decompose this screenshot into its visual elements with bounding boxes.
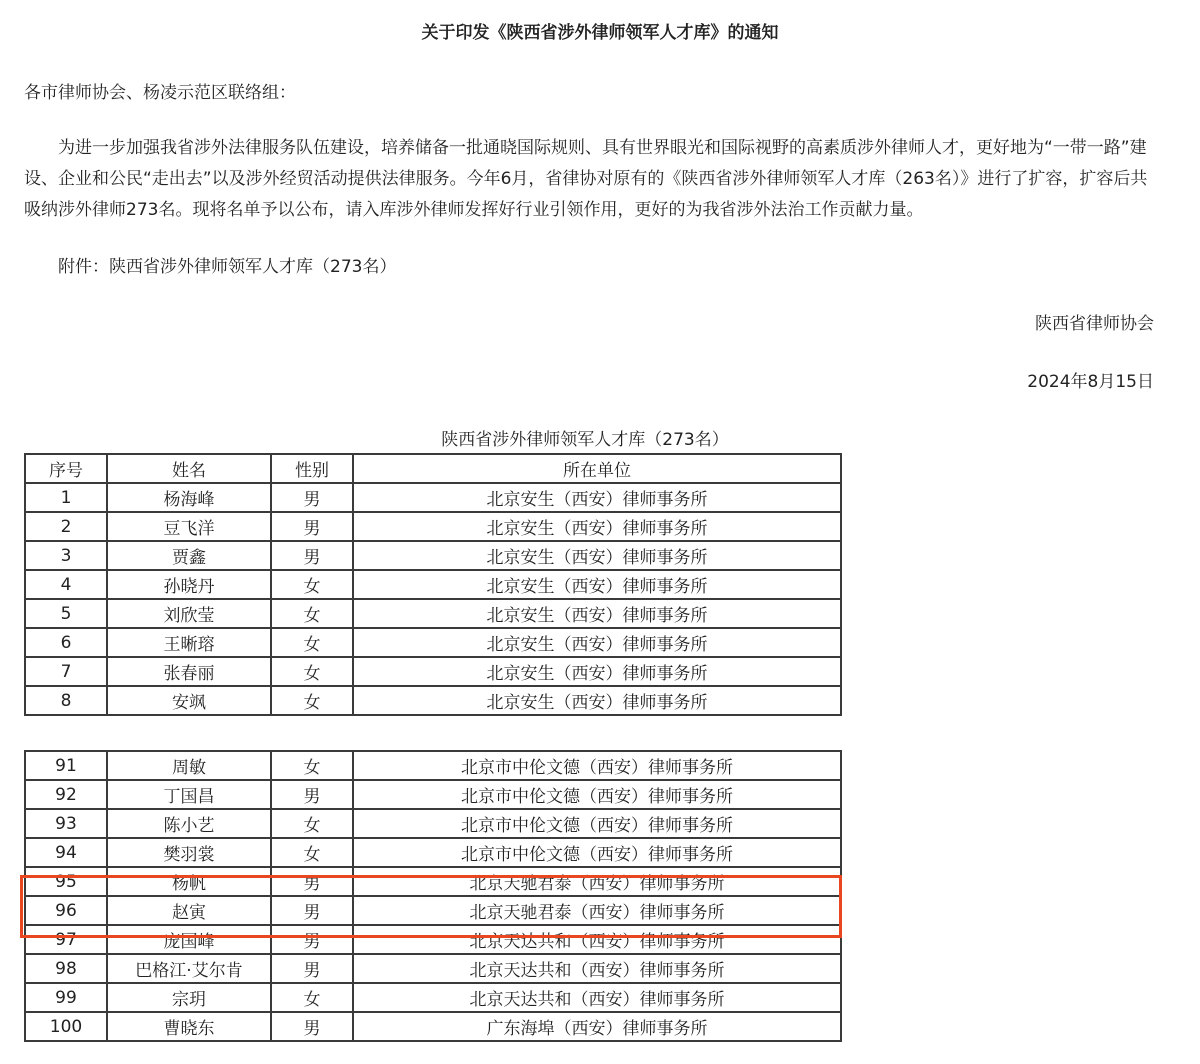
cell-firm: 北京安生（西安）律师事务所 bbox=[353, 686, 841, 715]
body-paragraph: 为进一步加强我省涉外法律服务队伍建设，培养储备一批通晓国际规则、具有世界眼光和国际视野的高素质涉外律师人才，更好地为“一带一路”建设、企业和公民“走出去”以及涉外经贸活动提供法律服务。今年6月，省律协对原有的《陕西省涉外律师领军人才库（263名）》进行了扩容，扩容后共吸纳涉外律师273名。现将名单予以公布，请入库涉外律师发挥好行业引领作用，更好的为我省涉外法治工作贡献力量。 bbox=[24, 138, 1148, 220]
cell-index: 93 bbox=[25, 809, 107, 838]
cell-gender: 男 bbox=[271, 483, 353, 512]
cell-index: 96 bbox=[25, 896, 107, 925]
table-row bbox=[25, 896, 841, 925]
cell-index: 95 bbox=[25, 867, 107, 896]
cell-gender: 女 bbox=[271, 686, 353, 715]
cell-gender: 男 bbox=[271, 780, 353, 809]
cell-index: 6 bbox=[25, 628, 107, 657]
table-caption: 陕西省涉外律师领军人才库（273名） bbox=[441, 430, 729, 450]
cell-name: 杨帆 bbox=[107, 867, 271, 896]
cell-firm: 北京安生（西安）律师事务所 bbox=[353, 599, 841, 628]
cell-firm: 广东海埠（西安）律师事务所 bbox=[353, 1012, 841, 1041]
cell-firm: 北京安生（西安）律师事务所 bbox=[353, 628, 841, 657]
cell-name: 周敏 bbox=[107, 751, 271, 780]
table-row bbox=[25, 780, 841, 809]
table-row bbox=[25, 954, 841, 983]
cell-name: 陈小艺 bbox=[107, 809, 271, 838]
table-row bbox=[25, 686, 841, 715]
cell-index: 97 bbox=[25, 925, 107, 954]
cell-firm: 北京天驰君泰（西安）律师事务所 bbox=[353, 896, 841, 925]
cell-index: 98 bbox=[25, 954, 107, 983]
cell-index: 91 bbox=[25, 751, 107, 780]
cell-gender: 女 bbox=[271, 809, 353, 838]
cell-gender: 男 bbox=[271, 954, 353, 983]
header-index: 序号 bbox=[25, 454, 107, 483]
cell-firm: 北京安生（西安）律师事务所 bbox=[353, 570, 841, 599]
cell-gender: 男 bbox=[271, 896, 353, 925]
header-firm: 所在单位 bbox=[353, 454, 841, 483]
cell-gender: 男 bbox=[271, 541, 353, 570]
cell-name: 贾鑫 bbox=[107, 541, 271, 570]
cell-name: 曹晓东 bbox=[107, 1012, 271, 1041]
cell-name: 樊羽裳 bbox=[107, 838, 271, 867]
table-row bbox=[25, 657, 841, 686]
cell-name: 孙晓丹 bbox=[107, 570, 271, 599]
cell-gender: 男 bbox=[271, 867, 353, 896]
table-row bbox=[25, 751, 841, 780]
header-name: 姓名 bbox=[107, 454, 271, 483]
cell-name: 赵寅 bbox=[107, 896, 271, 925]
cell-firm: 北京市中伦文德（西安）律师事务所 bbox=[353, 751, 841, 780]
table-row bbox=[25, 628, 841, 657]
cell-gender: 女 bbox=[271, 628, 353, 657]
table-row bbox=[25, 599, 841, 628]
cell-firm: 北京天驰君泰（西安）律师事务所 bbox=[353, 867, 841, 896]
cell-firm: 北京市中伦文德（西安）律师事务所 bbox=[353, 838, 841, 867]
cell-gender: 男 bbox=[271, 512, 353, 541]
issuing-organization: 陕西省律师协会 bbox=[1035, 314, 1154, 334]
cell-name: 庞国峰 bbox=[107, 925, 271, 954]
cell-index: 99 bbox=[25, 983, 107, 1012]
salutation: 各市律师协会、杨凌示范区联络组： bbox=[24, 83, 296, 103]
table-row bbox=[25, 570, 841, 599]
cell-firm: 北京安生（西安）律师事务所 bbox=[353, 541, 841, 570]
table-row bbox=[25, 983, 841, 1012]
cell-name: 王晰瑢 bbox=[107, 628, 271, 657]
cell-name: 巴格江·艾尔肯 bbox=[107, 954, 271, 983]
cell-name: 张春丽 bbox=[107, 657, 271, 686]
attachment-line: 附件：陕西省涉外律师领军人才库（273名） bbox=[58, 257, 397, 277]
cell-index: 1 bbox=[25, 483, 107, 512]
cell-firm: 北京天达共和（西安）律师事务所 bbox=[353, 954, 841, 983]
cell-gender: 女 bbox=[271, 751, 353, 780]
table-row bbox=[25, 925, 841, 954]
cell-gender: 女 bbox=[271, 838, 353, 867]
cell-name: 安飒 bbox=[107, 686, 271, 715]
cell-index: 8 bbox=[25, 686, 107, 715]
notice-title: 关于印发《陕西省涉外律师领军人才库》的通知 bbox=[421, 23, 779, 43]
cell-firm: 北京市中伦文德（西安）律师事务所 bbox=[353, 809, 841, 838]
table-row bbox=[25, 541, 841, 570]
cell-gender: 男 bbox=[271, 1012, 353, 1041]
cell-index: 5 bbox=[25, 599, 107, 628]
cell-name: 豆飞洋 bbox=[107, 512, 271, 541]
roster-table-top bbox=[24, 453, 842, 716]
cell-index: 4 bbox=[25, 570, 107, 599]
cell-firm: 北京安生（西安）律师事务所 bbox=[353, 657, 841, 686]
cell-firm: 北京天达共和（西安）律师事务所 bbox=[353, 983, 841, 1012]
cell-firm: 北京市中伦文德（西安）律师事务所 bbox=[353, 780, 841, 809]
table-row bbox=[25, 512, 841, 541]
roster-table-bottom bbox=[24, 750, 842, 1042]
cell-index: 100 bbox=[25, 1012, 107, 1041]
issue-date: 2024年8月15日 bbox=[1027, 372, 1154, 392]
table-row bbox=[25, 483, 841, 512]
table-header-row bbox=[25, 454, 841, 483]
cell-gender: 女 bbox=[271, 599, 353, 628]
cell-index: 94 bbox=[25, 838, 107, 867]
cell-index: 92 bbox=[25, 780, 107, 809]
cell-firm: 北京天达共和（西安）律师事务所 bbox=[353, 925, 841, 954]
table-row bbox=[25, 1012, 841, 1041]
cell-firm: 北京安生（西安）律师事务所 bbox=[353, 512, 841, 541]
cell-firm: 北京安生（西安）律师事务所 bbox=[353, 483, 841, 512]
cell-index: 2 bbox=[25, 512, 107, 541]
cell-name: 丁国昌 bbox=[107, 780, 271, 809]
cell-gender: 女 bbox=[271, 657, 353, 686]
cell-gender: 男 bbox=[271, 925, 353, 954]
cell-gender: 女 bbox=[271, 570, 353, 599]
table-row bbox=[25, 809, 841, 838]
cell-name: 宗玥 bbox=[107, 983, 271, 1012]
cell-name: 杨海峰 bbox=[107, 483, 271, 512]
table-row bbox=[25, 838, 841, 867]
cell-index: 3 bbox=[25, 541, 107, 570]
cell-name: 刘欣莹 bbox=[107, 599, 271, 628]
table-row bbox=[25, 867, 841, 896]
cell-index: 7 bbox=[25, 657, 107, 686]
cell-gender: 女 bbox=[271, 983, 353, 1012]
header-gender: 性别 bbox=[271, 454, 353, 483]
